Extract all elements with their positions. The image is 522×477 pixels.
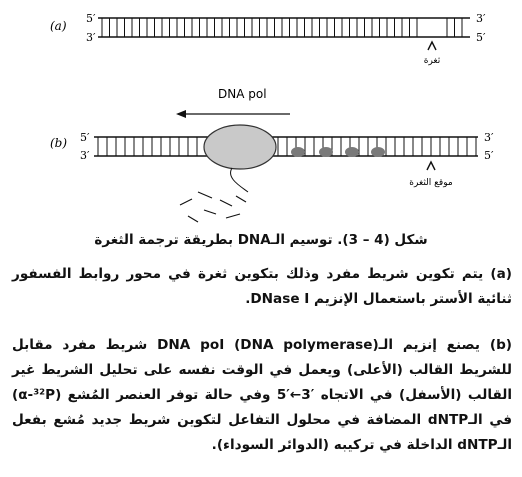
panel-a-nick-marker: [428, 42, 436, 50]
degraded-strand-fragment: [231, 168, 248, 192]
dna-pol-label: DNA pol: [218, 87, 267, 101]
paragraph-a: (a) يتم تكوين شريط مفرد وذلك بتكوين ثغرة في محور روابط الفسفور ثنائية الأستر باستعمال الإنزيم DNase I.: [12, 266, 512, 307]
labeled-nucleotide: [291, 147, 305, 157]
panel-b-top-3prime: 3′: [484, 131, 494, 144]
dna-nick-translation-diagram: [0, 0, 522, 232]
panel-b-label: (b): [50, 136, 68, 150]
panel-a-bottom-3prime: 3′: [86, 31, 96, 44]
figure-caption: شكل (4 – 3). توسيم الـDNA بطريقة ترجمة الثغرة: [94, 232, 428, 248]
labeled-nucleotide: [319, 147, 333, 157]
direction-arrow-head: [176, 110, 186, 118]
panel-b-base-pairs: [98, 137, 476, 156]
panel-b-nick-marker: [427, 162, 435, 170]
panel-b-top-5prime: 5′: [80, 131, 90, 144]
labeled-nucleotide: [345, 147, 359, 157]
panel-b-bottom-5prime: 5′: [484, 149, 494, 162]
panel-a-bottom-5prime: 5′: [476, 31, 486, 44]
panel-b-nick-label: موقع الثغرة: [409, 178, 453, 188]
released-nucleotides: [180, 192, 246, 222]
dna-polymerase-enzyme: [204, 125, 276, 169]
panel-a-nick-label: ثغرة: [423, 56, 441, 66]
panel-a-base-pairs: [102, 18, 462, 37]
panel-a-top-5prime: 5′: [86, 12, 96, 25]
panel-a-label: (a): [50, 19, 67, 33]
panel-b-bottom-3prime: 3′: [80, 149, 90, 162]
panel-a-top-3prime: 3′: [476, 12, 486, 25]
paragraph-b: (b) يصنع إنزيم الـDNA poI (DNA polymerase) شريط مفرد مقابل للشريط القالب (الأعلى) ويعمل في الوقت نفسه على تحليل الشريط غير القالب (الأسفل) في الاتجاه ′3←′5 وفي حالة توفر العنصر المُشع (α-³²P) في الـdNTP المضافة في محلول التفاعل لتكوين شريط جديد مُشع بفعل الـdNTP الداخلة في تركيبه (الدوائر السوداء).: [12, 337, 513, 453]
labeled-nucleotide: [371, 147, 385, 157]
